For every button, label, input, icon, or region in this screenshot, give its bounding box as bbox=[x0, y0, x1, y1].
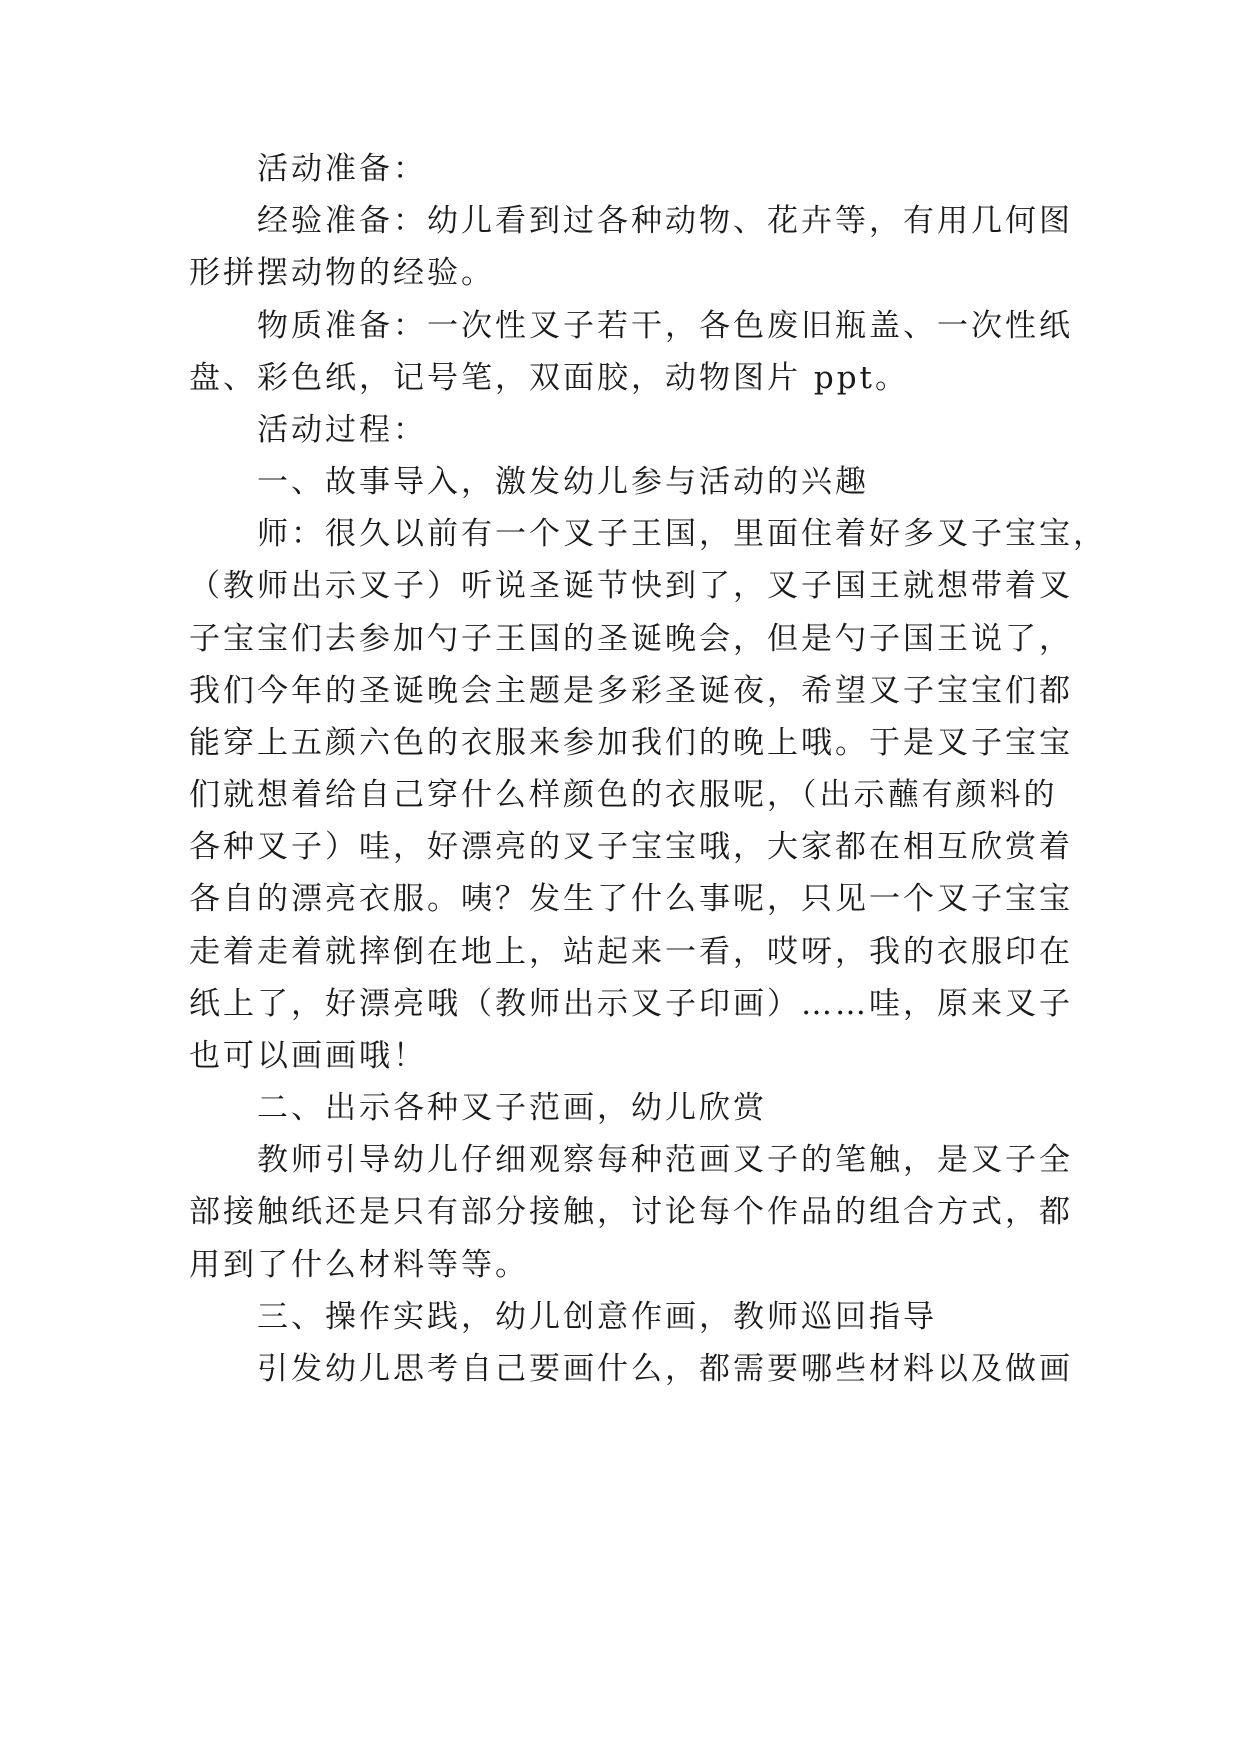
paragraph-line: 师：很久以前有一个叉子王国，里面住着好多叉子宝宝， bbox=[257, 516, 1107, 552]
paragraph-line: 引发幼儿思考自己要画什么，都需要哪些材料以及做画 bbox=[257, 1351, 1073, 1387]
paragraph-line: 经验准备：幼儿看到过各种动物、花卉等，有用几何图 bbox=[257, 203, 1073, 239]
heading-activity-process: 活动过程： bbox=[257, 412, 427, 448]
paragraph-line: 纸上了，好漂亮哦（教师出示叉子印画）……哇，原来叉子 bbox=[189, 986, 1073, 1022]
paragraph-line: 盘、彩色纸，记号笔，双面胶，动物图片 ppt。 bbox=[189, 360, 909, 396]
heading-activity-preparation: 活动准备： bbox=[257, 151, 427, 187]
paragraph-line: 也可以画画哦！ bbox=[189, 1038, 427, 1074]
paragraph-line: 各自的漂亮衣服。咦？发生了什么事呢，只见一个叉子宝宝 bbox=[189, 881, 1073, 917]
paragraph-line: 我们今年的圣诞晚会主题是多彩圣诞夜，希望叉子宝宝们都 bbox=[189, 673, 1073, 709]
paragraph-line: 教师引导幼儿仔细观察每种范画叉子的笔触，是叉子全 bbox=[257, 1142, 1073, 1178]
paragraph-line: 子宝宝们去参加勺子王国的圣诞晚会，但是勺子国王说了， bbox=[189, 621, 1073, 657]
section-heading-2: 二、出示各种叉子范画，幼儿欣赏 bbox=[257, 1090, 767, 1126]
paragraph-line: 物质准备：一次性叉子若干，各色废旧瓶盖、一次性纸 bbox=[257, 308, 1073, 344]
section-heading-1: 一、故事导入，激发幼儿参与活动的兴趣 bbox=[257, 464, 869, 500]
paragraph-line: （教师出示叉子）听说圣诞节快到了，叉子国王就想带着叉 bbox=[189, 568, 1073, 604]
paragraph-line: 部接触纸还是只有部分接触，讨论每个作品的组合方式，都 bbox=[189, 1194, 1073, 1230]
paragraph-line: 们就想着给自己穿什么样颜色的衣服呢，（出示蘸有颜料的 bbox=[189, 777, 1058, 813]
paragraph-line: 用到了什么材料等等。 bbox=[189, 1247, 529, 1283]
paragraph-line: 能穿上五颜六色的衣服来参加我们的晚上哦。于是叉子宝宝 bbox=[189, 725, 1073, 761]
paragraph-line: 各种叉子）哇，好漂亮的叉子宝宝哦，大家都在相互欣赏着 bbox=[189, 829, 1073, 865]
paragraph-line: 走着走着就摔倒在地上，站起来一看，哎呀，我的衣服印在 bbox=[189, 934, 1073, 970]
section-heading-3: 三、操作实践，幼儿创意作画，教师巡回指导 bbox=[257, 1299, 937, 1335]
paragraph-line: 形拼摆动物的经验。 bbox=[189, 255, 495, 291]
